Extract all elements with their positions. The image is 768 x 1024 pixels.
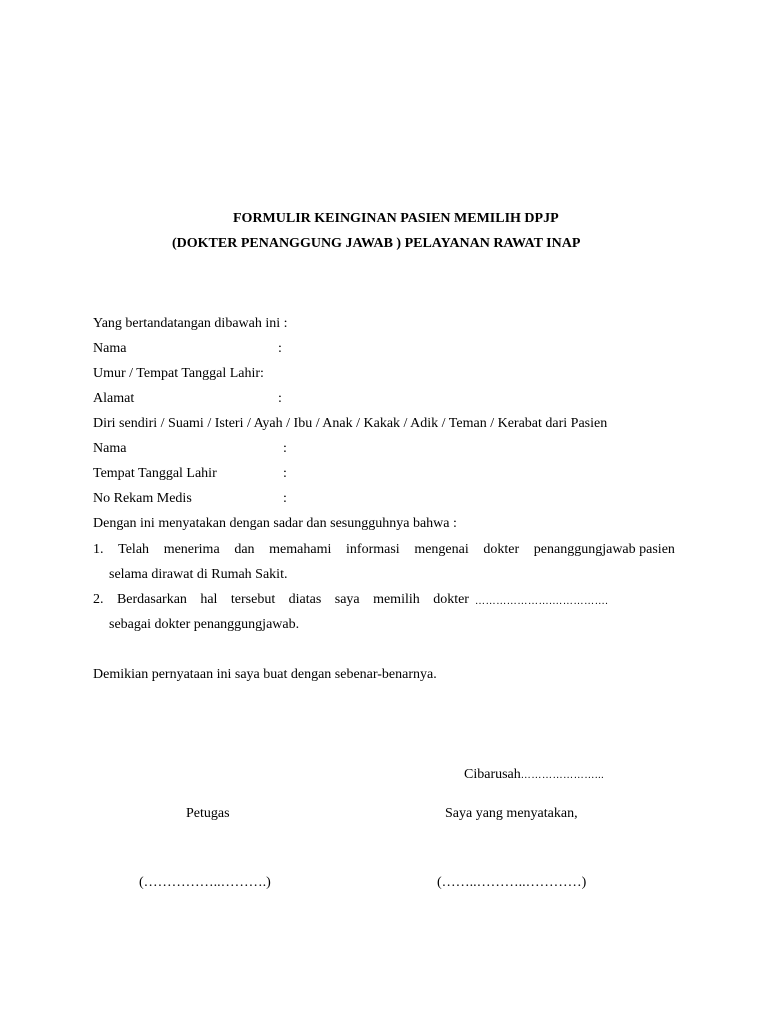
closing-text: Demikian pernyataan ini saya buat dengan sebenar-benarnya. <box>93 667 437 682</box>
signer-name-label: Nama <box>93 341 127 356</box>
item-2-word: Berdasarkan <box>116 592 187 607</box>
item-1-word: memahami <box>269 542 332 557</box>
item-2-number: 2. <box>93 592 104 607</box>
place-date <box>464 767 604 784</box>
place-label: Cibarusah <box>464 767 521 782</box>
signer-address-colon: : <box>278 391 282 406</box>
item-2-word: diatas <box>288 592 322 607</box>
item-2-word: memilih <box>373 592 420 607</box>
item-2-word: saya <box>334 592 360 607</box>
declarant-signature-line: (……..………..…………) <box>437 875 587 890</box>
item-2-word: dokter <box>433 592 469 607</box>
relation-options: Diri sendiri / Suami / Isteri / Ayah / Ibu / Anak / Kakak / Adik / Teman / Kerabat dari Pasien <box>93 416 608 431</box>
form-title-line2: (DOKTER PENANGGUNG JAWAB ) PELAYANAN RAWAT INAP <box>172 236 581 251</box>
item-1-word: dan <box>234 542 255 557</box>
declarant-signature-title: Saya yang menyatakan, <box>445 806 578 821</box>
item-1-word: dokter <box>483 542 520 557</box>
statement-item-2-line2: sebagai dokter penanggungjawab. <box>109 617 300 632</box>
patient-birth-colon: : <box>283 466 287 481</box>
statement-item-2-line1 <box>93 592 469 608</box>
patient-birth-label: Tempat Tanggal Lahir <box>93 466 217 481</box>
statement-item-1-line2: selama dirawat di Rumah Sakit. <box>109 567 288 582</box>
statement-intro: Dengan ini menyatakan dengan sadar dan sesungguhnya bahwa : <box>93 516 457 531</box>
item-1-word: informasi <box>346 542 400 557</box>
item-1-word: menerima <box>163 542 220 557</box>
statement-item-1-line1 <box>93 542 675 558</box>
item-2-word: hal <box>200 592 218 607</box>
intro-text: Yang bertandatangan dibawah ini : <box>93 316 288 331</box>
item-1-word: mengenai <box>414 542 469 557</box>
item-2-word: tersebut <box>230 592 276 607</box>
item-1-word: Telah <box>118 542 150 557</box>
date-blank: …………………... <box>520 770 605 781</box>
officer-signature-line: (……………..……….) <box>139 875 271 890</box>
form-title-line1: FORMULIR KEINGINAN PASIEN MEMILIH DPJP <box>233 211 559 226</box>
officer-signature-title: Petugas <box>186 806 230 821</box>
signer-age-birth-label: Umur / Tempat Tanggal Lahir: <box>93 366 264 381</box>
patient-name-colon: : <box>283 441 287 456</box>
doctor-name-blank: ………………….……………. <box>475 596 609 607</box>
signer-address-label: Alamat <box>93 391 135 406</box>
patient-record-colon: : <box>283 491 287 506</box>
patient-name-label: Nama <box>93 441 127 456</box>
signer-name-colon: : <box>278 341 282 356</box>
patient-record-label: No Rekam Medis <box>93 491 192 506</box>
item-1-word: penanggungjawab pasien <box>533 542 675 557</box>
item-1-number: 1. <box>93 542 104 557</box>
